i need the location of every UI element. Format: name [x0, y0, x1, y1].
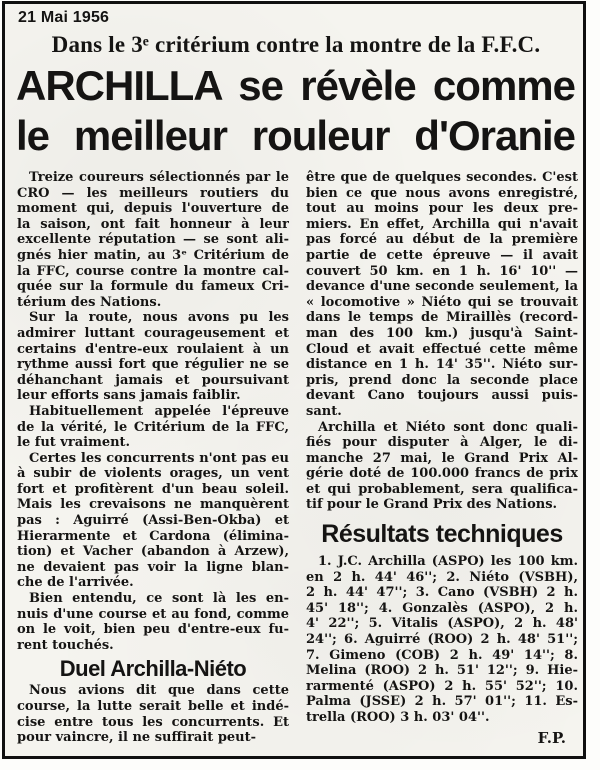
- body-line: « locomotive » Niéto qui se trouvait: [306, 294, 578, 310]
- paragraph: [306, 554, 578, 726]
- body-line: Mais les crevaisons ne manquèrent: [17, 497, 289, 513]
- body-line: man des 100 km.) jusqu'à Saint-: [306, 325, 578, 341]
- body-line: Hierarmente et Cardona (élimina-: [17, 528, 289, 544]
- body-line: déhanchant jamais et poursuivant: [17, 372, 289, 388]
- body-line: Nous avions dit que dans cette: [29, 683, 289, 699]
- body-line: tout au moins pour les deux pre-: [306, 201, 578, 217]
- body-line: Habituellement appelée l'épreuve: [29, 403, 289, 419]
- body-line: distance en 1 h. 14' 35''. Niéto sur-: [306, 357, 578, 373]
- body-line: Melina (ROO) 2 h. 51' 12''; 9. Hie-: [306, 663, 578, 679]
- paragraph: [17, 404, 289, 451]
- body-line: 1. J.C. Archilla (ASPO) les 100 km.: [318, 554, 578, 570]
- article-body: [17, 170, 578, 754]
- body-line: moment qui, depuis l'ouverture de: [17, 201, 289, 217]
- body-line: Archilla et Niéto sont donc quali-: [318, 419, 578, 435]
- body-line: sant.: [306, 403, 342, 419]
- body-line: fort et profitèrent d'un beau soleil.: [17, 481, 289, 497]
- body-line: 7. Gimeno (COB) 2 h. 49' 14''; 8.: [306, 647, 578, 663]
- paragraph: [17, 310, 289, 404]
- body-line: pas : Aguirré (Assi-Ben-Okba) et: [17, 513, 289, 529]
- body-line: tion) et Vacher (abandon à Arzew),: [17, 544, 289, 560]
- body-line: CRO — les meilleurs routiers du: [17, 185, 289, 201]
- body-line: rent touchés.: [17, 637, 114, 653]
- body-line: 4' 22''; 5. Vitalis (ASPO), 2 h. 48': [306, 616, 578, 632]
- body-line: admirer luttant courageusement et: [17, 325, 289, 341]
- body-line: Palma (JSSE) 2 h. 57' 01''; 11. Es-: [306, 694, 578, 710]
- headline-line-2: le meilleur rouleur d'Oranie: [16, 112, 575, 159]
- body-line: couvert 50 km. en 1 h. 16' 10'' —: [306, 263, 578, 279]
- body-line: de la vérité, le Critérium de la FFC,: [17, 419, 289, 435]
- body-line: ne devaient pas voir la ligne blan-: [17, 559, 289, 575]
- body-line: le fut vraiment.: [17, 435, 131, 451]
- body-line: partie de cette épreuve — il avait: [306, 247, 578, 263]
- article-frame: [2, 1, 586, 759]
- body-line: devant Cano toujours aussi puis-: [306, 388, 578, 404]
- body-line: Sur la route, nous avons pu les: [29, 310, 289, 326]
- body-line: che de l'arrivée.: [17, 575, 134, 591]
- left-column: [17, 170, 289, 754]
- paragraph: [17, 683, 289, 745]
- subhead-resultats-techniques: Résultats techniques: [321, 520, 563, 549]
- body-line: Treize coureurs sélectionnés par le: [29, 170, 289, 185]
- paragraph: [17, 591, 289, 653]
- body-line: Cloud et avait effectué cette même: [306, 341, 578, 357]
- body-line: manche 27 mai, le Grand Prix Al-: [306, 450, 578, 466]
- body-line: tif pour le Grand Prix des Nations.: [306, 497, 558, 513]
- paragraph: [306, 170, 578, 420]
- body-line: térium des Nations.: [17, 294, 162, 310]
- body-line: cise entre tous les concurrents. Et: [17, 714, 289, 730]
- body-line: devance d'une seconde seulement, la: [306, 279, 578, 295]
- body-line: et qui probablement, sera qualifica-: [306, 481, 578, 497]
- body-line: Certes les concurrents n'ont pas eu: [29, 450, 289, 466]
- date-label: 21 Mai 1956: [18, 9, 110, 26]
- paragraph: [17, 451, 289, 591]
- kicker-headline: Dans le 3ᵉ critérium contre la montre de la F.F.C.: [51, 32, 541, 57]
- author-initials: F.P.: [537, 728, 566, 747]
- body-line: excellente réputation — se sont ali-: [17, 232, 289, 248]
- body-line: être que de quelques secondes. C'est: [306, 170, 578, 185]
- body-line: en 2 h. 44' 46''; 2. Niéto (VSBH),: [306, 569, 578, 585]
- body-line: quée sur la formule du fameux Cri-: [17, 279, 289, 295]
- body-line: nuis d'une course et au fond, comme: [17, 606, 289, 622]
- headline-line-1: ARCHILLA se révèle comme: [16, 62, 575, 109]
- paragraph: [306, 420, 578, 514]
- body-line: la FFC, course contre la montre cal-: [17, 263, 289, 279]
- body-line: trella (ROO) 3 h. 03' 04''.: [306, 710, 490, 725]
- subhead-duel-archilla-nieto: Duel Archilla-Niéto: [59, 656, 247, 682]
- body-line: fiés pour disputer à Alger, le di-: [306, 435, 578, 451]
- body-line: pris, prend donc la seconde place: [306, 372, 578, 388]
- body-line: course, la lutte serait belle et indé-: [17, 699, 289, 714]
- body-line: pour vaincre, il ne suffirait peut-: [17, 730, 257, 746]
- body-line: bien ce que nous avons enregistré,: [306, 185, 578, 201]
- body-line: rythme aussi fort que régulier ne se: [17, 357, 289, 373]
- paragraph: [17, 170, 289, 310]
- body-line: à subir de violents orages, un vent: [17, 466, 289, 482]
- body-line: on le voit, bien peu d'entre-eux fu-: [17, 622, 289, 638]
- body-line: gnés hier matin, au 3ᵉ Critérium de: [17, 247, 289, 263]
- body-line: gérie doté de 100.000 francs de prix: [306, 466, 578, 482]
- body-line: leur efforts sans jamais faiblir.: [17, 388, 241, 404]
- body-line: certains d'entre-eux roulaient à un: [17, 341, 289, 357]
- body-line: dans le temps de Miraillès (record-: [306, 310, 578, 326]
- right-column: [306, 170, 578, 754]
- body-line: 2 h. 44' 47''; 3. Cano (VSBH) 2 h.: [306, 585, 578, 601]
- body-line: 45' 18''; 4. Gonzalès (ASPO), 2 h.: [306, 600, 578, 616]
- body-line: 24''; 6. Aguirré (ROO) 2 h. 48' 51'';: [306, 632, 578, 648]
- body-line: Bien entendu, ce sont là les en-: [29, 591, 289, 607]
- body-line: rarmenté (ASPO) 2 h. 55' 52''; 10.: [306, 678, 578, 694]
- main-headline: [16, 61, 575, 161]
- body-line: pas forcé au début de la première: [306, 232, 578, 248]
- body-line: la saison, ont fait honneur à leur: [17, 216, 289, 232]
- body-line: miers. En effet, Archilla qui n'avait: [306, 216, 578, 232]
